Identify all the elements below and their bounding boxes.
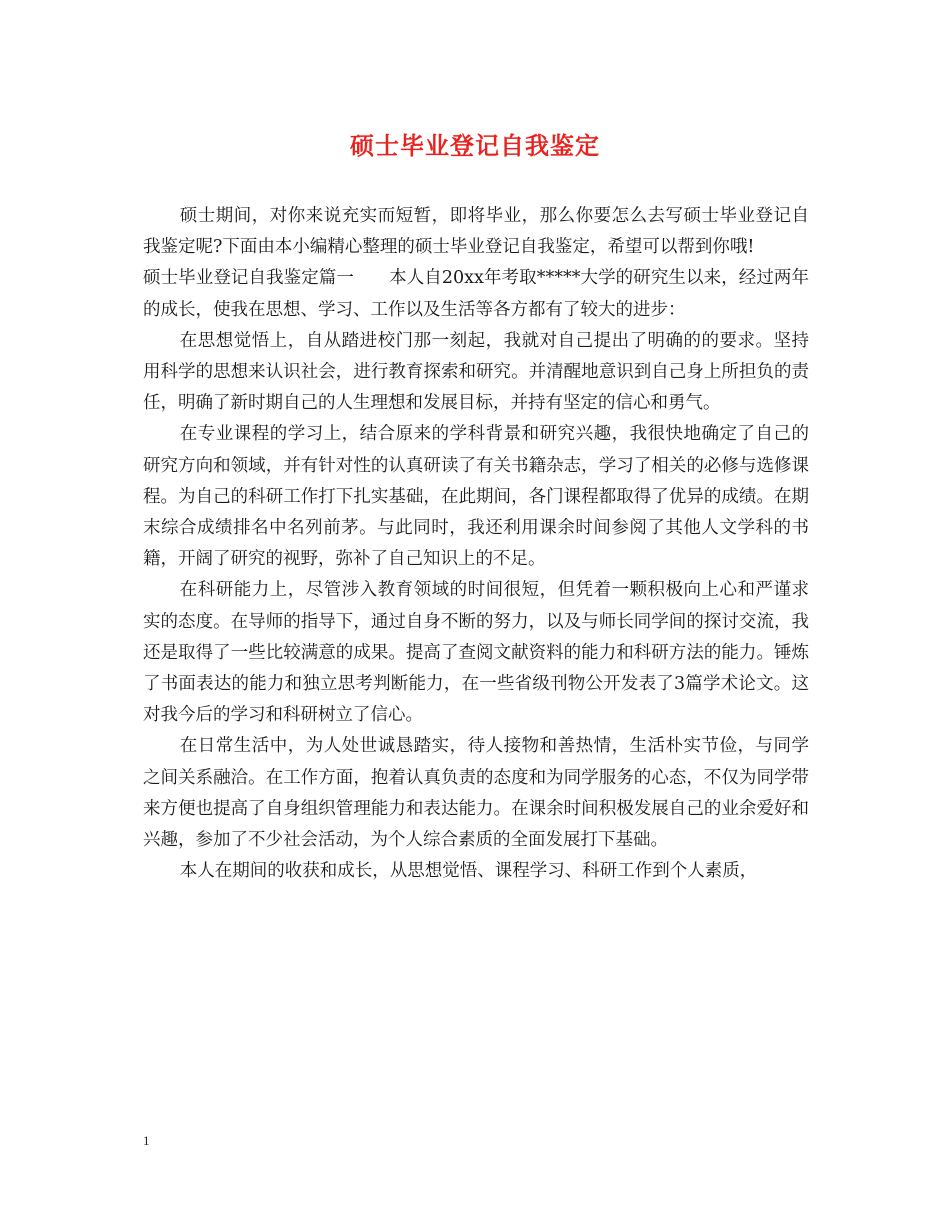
document-title: 硕士毕业登记自我鉴定 <box>350 131 600 160</box>
document-body <box>143 201 809 887</box>
paragraph-intro: 硕士期间，对你来说充实而短暂，即将毕业，那么你要怎么去写硕士毕业登记自我鉴定呢?下面由本小编精心整理的硕士毕业登记自我鉴定，希望可以帮到你哦! <box>143 206 809 258</box>
paragraph-life: 在日常生活中，为人处世诚恳踏实，待人接物和善热情，生活朴实节俭，与同学之间关系融洽。在工作方面，抱着认真负责的态度和为同学服务的心态，不仅为同学带来方便也提高了自身组织管理能力和表达能力。在课余时间积极发展自己的业余爱好和兴趣，参加了不少社会活动，为个人综合素质的全面发展打下基础。 <box>143 736 809 851</box>
paragraph-research: 在科研能力上，尽管涉入教育领域的时间很短，但凭着一颗积极向上心和严谨求实的态度。在导师的指导下，通过自身不断的努力，以及与师长同学间的探讨交流，我还是取得了一些比较满意的成果。提高了查阅文献资料的能力和科研方法的能力。锤炼了书面表达的能力和独立思考判断能力，在一些省级刊物公开发表了3篇学术论文。这对我今后的学习和科研树立了信心。 <box>143 580 809 726</box>
paragraph-study: 在专业课程的学习上，结合原来的学科背景和研究兴趣，我很快地确定了自己的研究方向和领域，并有针对性的认真研读了有关书籍杂志，学习了相关的必修与选修课程。为自己的科研工作打下扎实基础，在此期间，各门课程都取得了优异的成绩。在期末综合成绩排名中名列前茅。与此同时，我还利用课余时间参阅了其他人文学科的书籍，开阔了研究的视野，弥补了自己知识上的不足。 <box>143 424 809 570</box>
page-number: 1 <box>143 1133 150 1148</box>
paragraph-summary: 本人在期间的收获和成长，从思想觉悟、课程学习、科研工作到个人素质， <box>179 861 758 882</box>
paragraph-section-heading: 硕士毕业登记自我鉴定篇一 本人自20xx年考取*****大学的研究生以来，经过两年的成长，使我在思想、学习、工作以及生活等各方都有了较大的进步： <box>143 268 809 320</box>
paragraph-thought: 在思想觉悟上，自从踏进校门那一刻起，我就对自己提出了明确的的要求。坚持用科学的思想来认识社会，进行教育探索和研究。并清醒地意识到自己身上所担负的责任，明确了新时期自己的人生理想和发展目标，并持有坚定的信心和勇气。 <box>143 330 809 414</box>
